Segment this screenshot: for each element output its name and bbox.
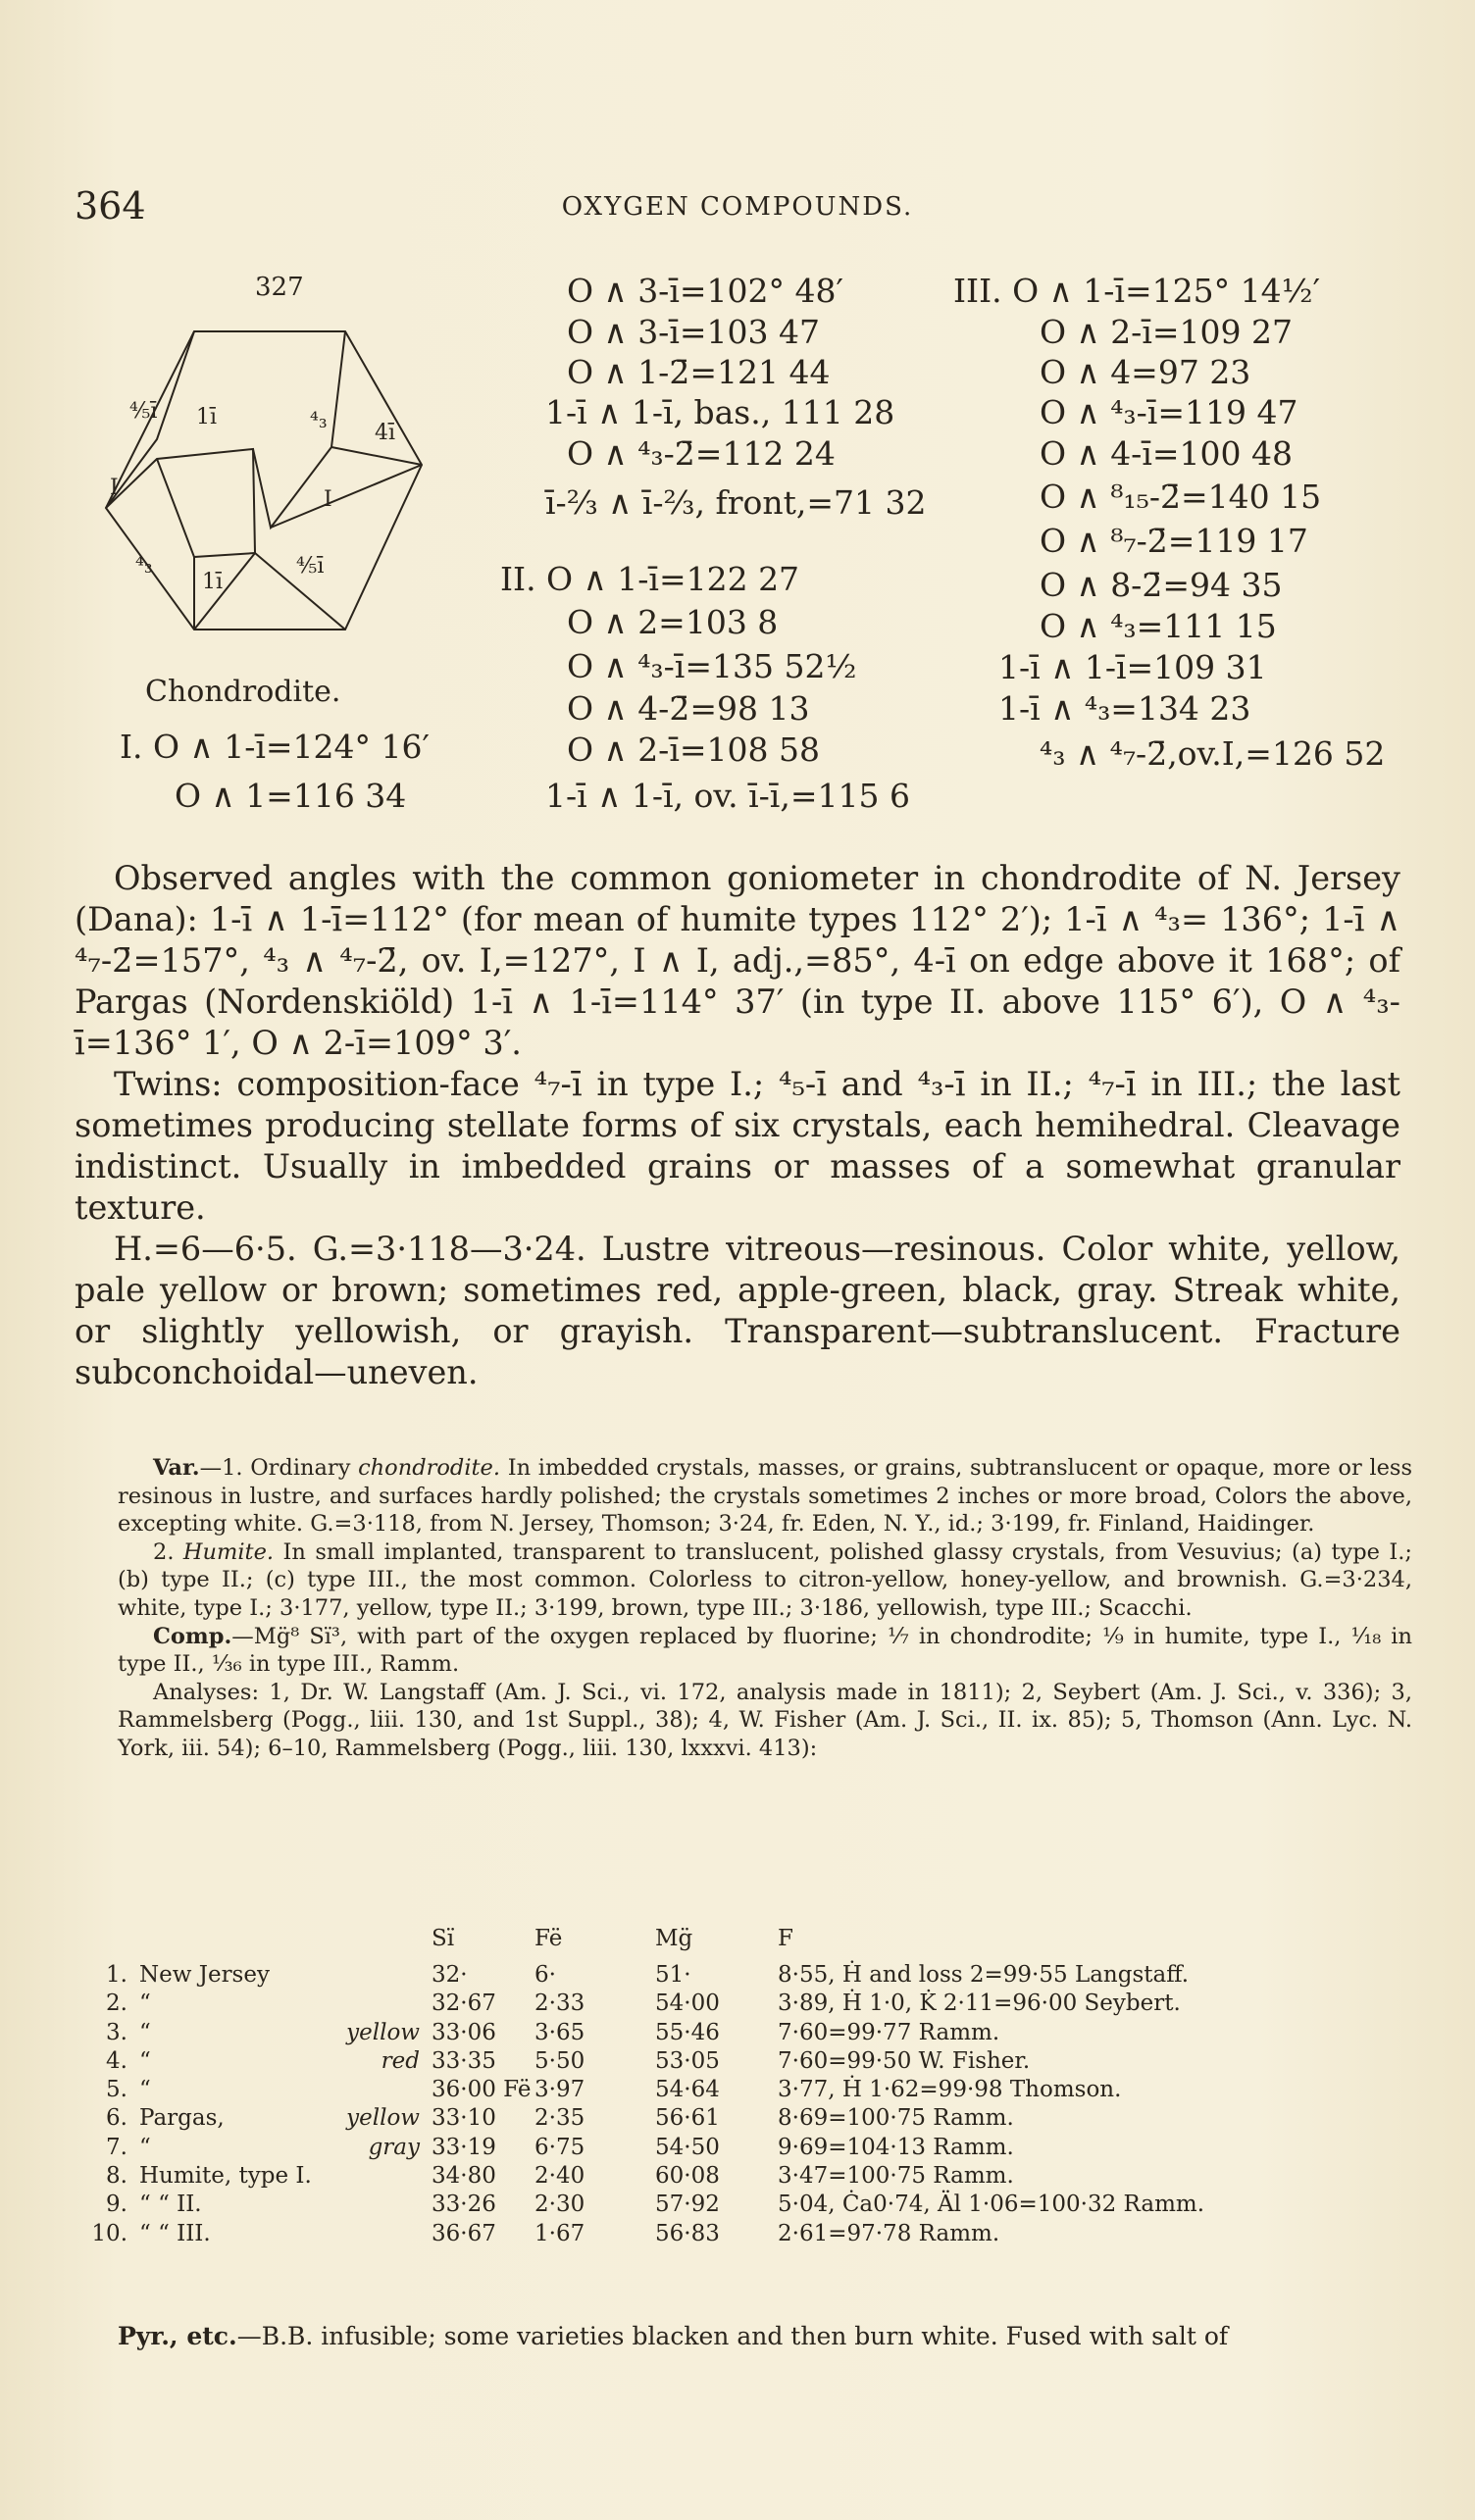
table-row xyxy=(76,2104,1327,2133)
locality-cell: “ “ II. xyxy=(139,2192,202,2218)
table-row xyxy=(76,2075,1327,2103)
angle-line: ⁴₃ ∧ ⁴₇-2̄,ov.I,=126 52 xyxy=(1040,734,1386,773)
analyses-table xyxy=(76,1924,1327,2247)
comp-label: Comp. xyxy=(153,1623,232,1649)
fe-cell: 6· xyxy=(534,1961,556,1988)
f-cell: 8·55, Ḣ and loss 2=99·55 Langstaff. xyxy=(778,1961,1190,1988)
f-cell: 9·69=104·13 Ramm. xyxy=(778,2134,1014,2160)
locality-cell: “ yellow xyxy=(139,2019,420,2045)
angle-line: O ∧ 3-ī=102° 48′ xyxy=(567,272,843,310)
face-label: 4ī xyxy=(375,421,396,445)
humite-paragraph: 2. Humite. In small implanted, transparent to translucent, polished glassy crystals, from Vesuvius; (a) type I.; (b) type II.; (c) type III., the most common. Colorless to citron-yellow, honey-yellow, and brownish. G.=3·234, white, type I.; 3·177, yellow, type II.; 3·199, brown, type III.; 3·186, yellowish, type III.; Scacchi. xyxy=(118,1538,1412,1621)
angle-line: 1-ī ∧ 1-ī, ov. ī-ī,=115 6 xyxy=(545,777,910,815)
f-cell: 3·47=100·75 Ramm. xyxy=(778,2163,1014,2190)
si-cell: 32·67 xyxy=(432,1991,496,2017)
angle-line: O ∧ ⁸₇-2̄=119 17 xyxy=(1040,522,1308,560)
mg-cell: 53·05 xyxy=(655,2047,720,2074)
si-cell: 34·80 xyxy=(432,2163,496,2190)
var-label: Var. xyxy=(153,1455,200,1481)
analyses-paragraph: Analyses: 1, Dr. W. Langstaff (Am. J. Sci., vi. 172, analysis made in 1811); 2, Seybert (Am. J. Sci., v. 336); 3, Rammelsberg (Pogg., liii. 130, and 1st Suppl., 38); 4, W. Fisher (Am. J. Sci., II. ix. 85); 5, Thomson (Ann. Lyc. N. York, iii. 54); 6–10, Rammelsberg (Pogg., liii. 130, lxxxvi. 413): xyxy=(118,1679,1412,1761)
mg-cell: 56·83 xyxy=(655,2220,720,2246)
angle-line: III. O ∧ 1-ī=125° 14½′ xyxy=(953,272,1321,310)
locality-cell: Pargas, yellow xyxy=(139,2105,420,2132)
row-number: 4. xyxy=(106,2047,127,2074)
si-cell: 36·00 Fë xyxy=(432,2077,532,2103)
row-number: 10. xyxy=(91,2220,127,2246)
si-cell: 33·06 xyxy=(432,2019,496,2045)
fe-cell: 3·65 xyxy=(534,2019,585,2045)
angle-line: O ∧ ⁴₃=111 15 xyxy=(1040,607,1277,645)
locality-cell: Humite, type I. xyxy=(139,2163,312,2190)
face-label: ⁴₃ xyxy=(135,554,153,579)
face-label: 1ī xyxy=(196,405,218,429)
table-row xyxy=(76,1960,1327,1989)
table-header-row xyxy=(76,1924,1327,1960)
face-label: I xyxy=(324,487,332,512)
pyr-label: Pyr., etc. xyxy=(118,2322,237,2350)
angle-line: O ∧ 2-ī=108 58 xyxy=(567,731,821,769)
mg-cell: 54·64 xyxy=(655,2077,720,2103)
figure-caption: Chondrodite. xyxy=(145,675,341,709)
si-cell: 33·26 xyxy=(432,2192,496,2218)
mg-cell: 54·00 xyxy=(655,1991,720,2017)
row-number: 5. xyxy=(106,2077,127,2103)
row-number: 1. xyxy=(106,1961,127,1988)
mg-cell: 57·92 xyxy=(655,2192,720,2218)
angle-line: O ∧ 4-ī=100 48 xyxy=(1040,434,1294,473)
mg-cell: 60·08 xyxy=(655,2163,720,2190)
mg-cell: 54·50 xyxy=(655,2134,720,2160)
fe-cell: 5·50 xyxy=(534,2047,585,2074)
crystal-figure xyxy=(88,273,461,724)
face-label: ⅘ī xyxy=(296,554,325,579)
col-header: F xyxy=(778,1925,793,1951)
page-number: 364 xyxy=(75,184,146,227)
angle-line: O ∧ 1=116 34 xyxy=(175,777,407,815)
f-cell: 2·61=97·78 Ramm. xyxy=(778,2220,1000,2246)
crystal-drawing xyxy=(88,302,461,665)
fe-cell: 3·97 xyxy=(534,2077,585,2103)
locality-cell: “ xyxy=(139,2077,151,2103)
f-cell: 7·60=99·77 Ramm. xyxy=(778,2019,1000,2045)
angle-line: 1-ī ∧ 1-ī=109 31 xyxy=(998,648,1267,686)
f-cell: 8·69=100·75 Ramm. xyxy=(778,2105,1014,2132)
si-cell: 36·67 xyxy=(432,2220,496,2246)
face-label: ⅘ī xyxy=(129,399,158,424)
mg-cell: 56·61 xyxy=(655,2105,720,2132)
col-header: Mg̈ xyxy=(655,1925,693,1951)
locality-cell: “ gray xyxy=(139,2134,420,2160)
table-row xyxy=(76,2046,1327,2075)
angle-line: O ∧ 2=103 8 xyxy=(567,603,779,641)
figure-number: 327 xyxy=(255,273,304,302)
f-cell: 3·77, Ḣ 1·62=99·98 Thomson. xyxy=(778,2077,1122,2103)
varieties-paragraph: Var.—1. Ordinary chondrodite. In imbedded crystals, masses, or grains, subtranslucent or opaque, more or less resinous in lustre, and surfaces hardly polished; the crystals sometimes 2 inches or more broad, Colors the above, excepting white. G.=3·118, from N. Jersey, Thomson; 3·24, fr. Eden, N. Y., id.; 3·199, fr. Finland, Haidinger. xyxy=(118,1455,1412,1537)
si-cell: 33·10 xyxy=(432,2105,496,2132)
table-row xyxy=(76,2018,1327,2046)
face-label: ⁴₃ xyxy=(310,409,328,433)
angle-line: O ∧ ⁴₃-2̄=112 24 xyxy=(567,434,836,473)
angle-line: O ∧ ⁴₃-ī=135 52½ xyxy=(567,647,857,685)
mg-cell: 55·46 xyxy=(655,2019,720,2045)
table-row xyxy=(76,2161,1327,2190)
table-row xyxy=(76,2219,1327,2247)
si-cell: 33·19 xyxy=(432,2134,496,2160)
locality-cell: New Jersey xyxy=(139,1961,270,1988)
row-number: 7. xyxy=(106,2134,127,2160)
paragraph: Twins: composition-face ⁴₇-ī in type I.; ⁴₅-ī and ⁴₃-ī in II.; ⁴₇-ī in III.; the last sometimes producing stellate forms of six crystals, each hemihedral. Cleavage indistinct. Usually in imbedded grains or masses of a somewhat granular texture. xyxy=(75,1065,1400,1227)
locality-cell: “ red xyxy=(139,2047,420,2074)
angle-line: O ∧ 8-2̄=94 35 xyxy=(1040,566,1283,604)
locality-cell: “ “ III. xyxy=(139,2220,211,2246)
angle-line: O ∧ ⁸₁₅-2̄=140 15 xyxy=(1040,478,1322,516)
paragraph: H.=6—6·5. G.=3·118—3·24. Lustre vitreous—resinous. Color white, yellow, pale yellow or brown; sometimes red, apple-green, black, gray. Streak white, or slightly yellowish, or grayish. Transparent—subtranslucent. Fracture subconchoidal—uneven. xyxy=(75,1230,1400,1391)
angle-line: 1-ī ∧ 1-ī, bas., 111 28 xyxy=(545,393,895,431)
running-head: OXYGEN COMPOUNDS. xyxy=(561,192,914,222)
table-row xyxy=(76,1990,1327,2018)
crystal-outline xyxy=(106,331,422,630)
angle-line: O ∧ 4-2̄=98 13 xyxy=(567,689,810,728)
si-cell: 33·35 xyxy=(432,2047,496,2074)
row-number: 2. xyxy=(106,1991,127,2017)
si-cell: 32· xyxy=(432,1961,468,1988)
paragraph: Observed angles with the common goniometer in chondrodite of N. Jersey (Dana): 1-ī ∧ 1-ī=112° (for mean of humite types 112° 2′); 1-ī ∧ ⁴₃= 136°; 1-ī ∧ ⁴₇-2̄=157°, ⁴₃ ∧ ⁴₇-2̄, ov. I,=127°, I ∧ I, adj.,=85°, 4-ī on edge above it 168°; of Pargas (Nordenskiöld) 1-ī ∧ 1-ī=114° 37′ (in type II. above 115° 6′), O ∧ ⁴₃-ī=136° 1′, O ∧ 2-ī=109° 3′. xyxy=(75,859,1400,1062)
table-row xyxy=(76,2133,1327,2161)
angle-line: ī-⅔ ∧ ī-⅔, front,=71 32 xyxy=(545,483,927,522)
face-label: I xyxy=(110,476,119,500)
row-number: 8. xyxy=(106,2163,127,2190)
angle-line: II. O ∧ 1-ī=122 27 xyxy=(500,560,800,598)
col-header: Sï xyxy=(432,1925,455,1951)
footer-line: Pyr., etc.—B.B. infusible; some varieties blacken and then burn white. Fused with salt of xyxy=(118,2322,1229,2350)
fe-cell: 2·35 xyxy=(534,2105,585,2132)
mg-cell: 51· xyxy=(655,1961,691,1988)
table-row xyxy=(76,2191,1327,2219)
main-text xyxy=(75,858,1400,1393)
fe-cell: 1·67 xyxy=(534,2220,585,2246)
col-header: Fë xyxy=(534,1925,563,1951)
fe-cell: 6·75 xyxy=(534,2134,585,2160)
notes-section xyxy=(118,1454,1412,1763)
f-cell: 5·04, Ċa0·74, Äl 1·06=100·32 Ramm. xyxy=(778,2192,1205,2218)
face-label: 1ī xyxy=(202,570,224,594)
fe-cell: 2·30 xyxy=(534,2192,585,2218)
angle-line: I. O ∧ 1-ī=124° 16′ xyxy=(120,728,431,766)
page-header xyxy=(75,184,1400,233)
comp-paragraph: Comp.—Mg̈⁸ Sï³, with part of the oxygen replaced by fluorine; ¹⁄₇ in chondrodite; ¹⁄₉ in humite, type I., ¹⁄₁₈ in type II., ¹⁄₃₆ in type III., Ramm. xyxy=(118,1623,1412,1678)
row-number: 3. xyxy=(106,2019,127,2045)
fe-cell: 2·33 xyxy=(534,1991,585,2017)
f-cell: 7·60=99·50 W. Fisher. xyxy=(778,2047,1031,2074)
angle-line: O ∧ 4=97 23 xyxy=(1040,353,1251,391)
row-number: 9. xyxy=(106,2192,127,2218)
angle-line: O ∧ 3-ī=103 47 xyxy=(567,313,821,351)
angle-line: O ∧ 2-ī=109 27 xyxy=(1040,313,1294,351)
fe-cell: 2·40 xyxy=(534,2163,585,2190)
angle-line: O ∧ ⁴₃-ī=119 47 xyxy=(1040,393,1298,431)
angle-line: 1-ī ∧ ⁴₃=134 23 xyxy=(998,689,1251,728)
f-cell: 3·89, Ḣ 1·0, K̇ 2·11=96·00 Seybert. xyxy=(778,1991,1181,2017)
row-number: 6. xyxy=(106,2105,127,2132)
angle-line: O ∧ 1-2̄=121 44 xyxy=(567,353,831,391)
locality-cell: “ xyxy=(139,1991,151,2017)
